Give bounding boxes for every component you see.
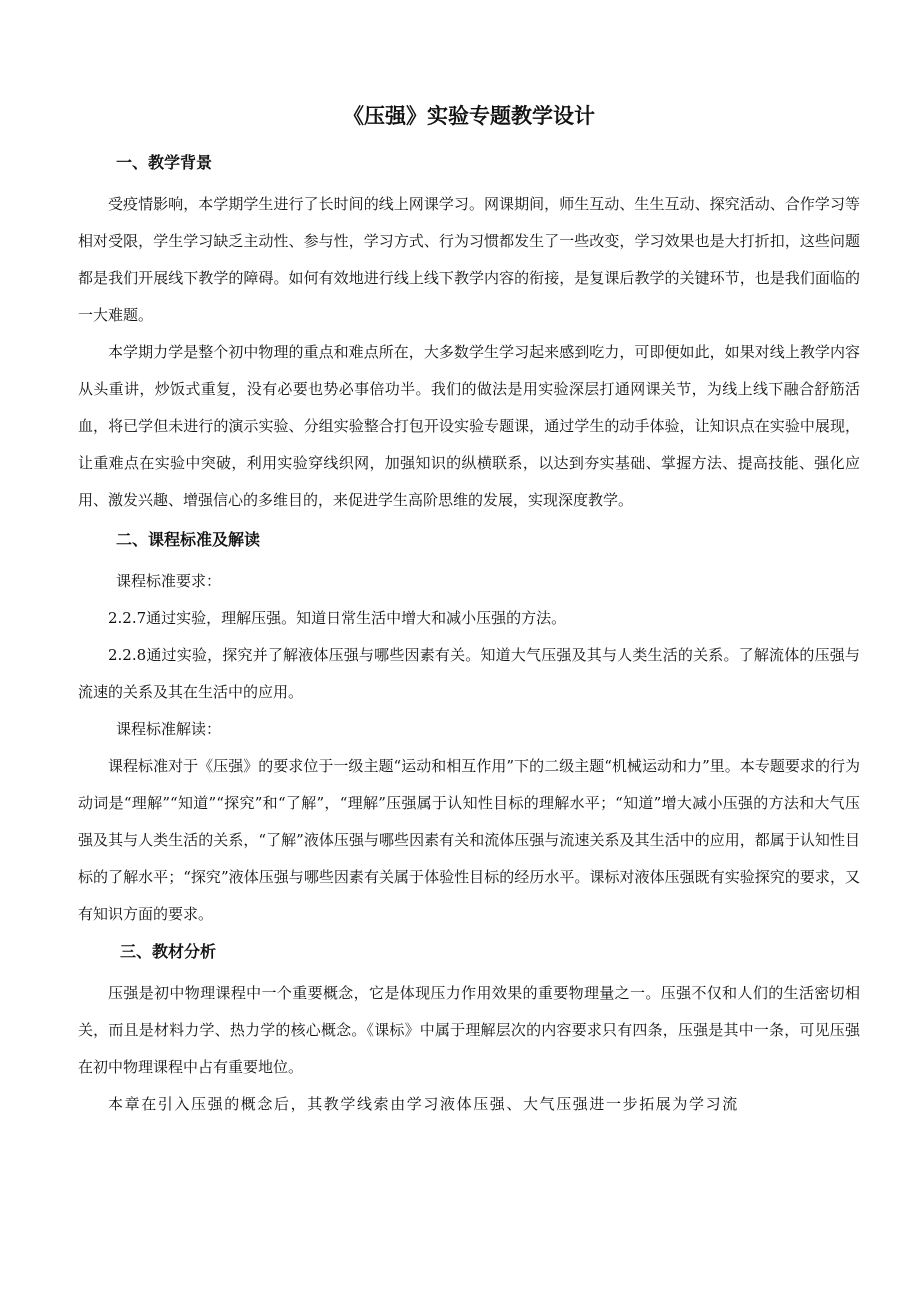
section-heading-background: 一、教学背景 <box>116 153 213 172</box>
paragraph-textbook-2: 本章在引入压强的概念后，其教学线索由学习液体压强、大气压强进一步拓展为学习流 <box>108 1095 739 1113</box>
paragraph-curriculum-interpretation: 课程标准对于《压强》的要求位于一级主题“运动和相互作用”下的二级主题“机械运动和力”里。本专题要求的行为动词是“理解”“知道”“探究”和“了解”，“理解”压强属于认知性目标的理解水平；“知道”增大减小压强的方法和大气压强及其与人类生活的关系，“了解”液体压强与哪些因素有关和流体压强与流速关系及其生活中的应用，都属于认知性目标的了解水平；“探究”液体压强与哪些因素有关属于体验性目标的经历水平。课标对液体压强既有实验探究的要求，又有知识方面的要求。 <box>78 757 860 923</box>
requirement-2-2-7: 2.2.7通过实验，理解压强。知道日常生活中增大和减小压强的方法。 <box>108 609 567 627</box>
paragraph-textbook-1: 压强是初中物理课程中一个重要概念，它是体现压力作用效果的重要物理量之一。压强不仅和人们的生活密切相关，而且是材料力学、热力学的核心概念。《课标》中属于理解层次的内容要求只有四条，压强是其中一条，可见压强在初中物理课程中占有重要地位。 <box>78 984 860 1076</box>
paragraph-background-1: 受疫情影响，本学期学生进行了长时间的线上网课学习。网课期间，师生互动、生生互动、探究活动、合作学习等相对受限，学生学习缺乏主动性、参与性，学习方式、行为习惯都发生了一些改变，学习效果也是大打折扣，这些问题都是我们开展线下教学的障碍。如何有效地进行线上线下教学内容的衔接，是复课后教学的关键环节，也是我们面临的一大难题。 <box>78 195 860 324</box>
document-title: 《压强》实验专题教学设计 <box>343 104 595 128</box>
section-heading-curriculum: 二、课程标准及解读 <box>116 530 261 549</box>
label-curriculum-requirements: 课程标准要求： <box>116 572 222 590</box>
paragraph-background-2: 本学期力学是整个初中物理的重点和难点所在，大多数学生学习起来感到吃力，可即便如此，如果对线上教学内容从头重讲，炒饭式重复，没有必要也势必事倍功半。我们的做法是用实验深层打通网课关节，为线上线下融合舒筋活血，将已学但未进行的演示实验、分组实验整合打包开设实验专题课，通过学生的动手体验，让知识点在实验中展现，让重难点在实验中突破，利用实验穿线织网，加强知识的纵横联系，以达到夯实基础、掌握方法、提高技能、强化应用、激发兴趣、增强信心的多维目的，来促进学生高阶思维的发展，实现深度教学。 <box>78 343 860 509</box>
document-page <box>78 96 860 1123</box>
label-curriculum-interpretation: 课程标准解读： <box>116 720 222 738</box>
section-heading-textbook: 三、教材分析 <box>120 942 217 961</box>
requirement-2-2-8: 2.2.8通过实验，探究并了解液体压强与哪些因素有关。知道大气压强及其与人类生活的关系。了解流体的压强与流速的关系及其在生活中的应用。 <box>78 646 860 701</box>
